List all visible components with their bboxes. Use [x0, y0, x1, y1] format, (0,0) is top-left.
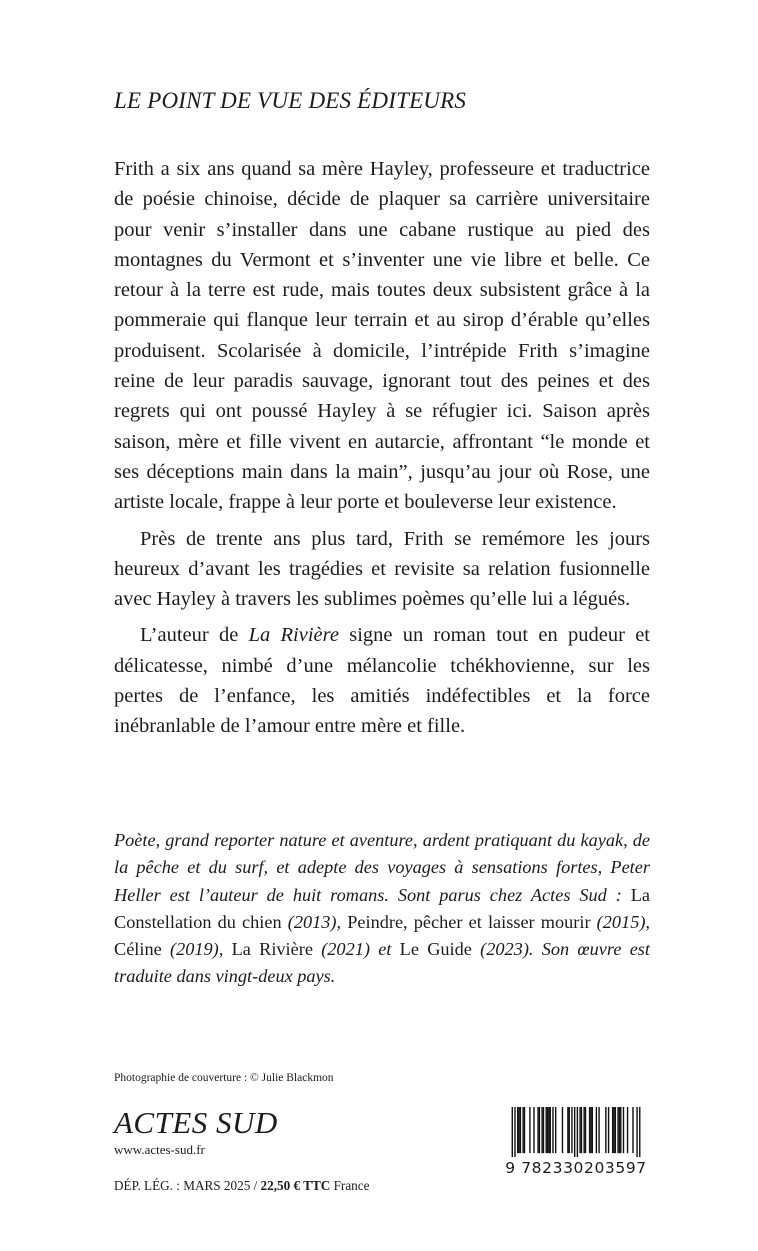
barcode-bar — [615, 1107, 616, 1153]
barcode-bar — [623, 1107, 624, 1153]
barcode-bar — [590, 1107, 591, 1153]
barcode-bar — [522, 1107, 523, 1153]
barcode-bar — [596, 1107, 597, 1153]
barcode-bar — [583, 1107, 584, 1153]
bio-year-4: (2021) et — [312, 939, 400, 960]
barcode-bar — [520, 1107, 521, 1153]
barcode-bars-icon — [509, 1107, 643, 1157]
barcode-bar — [548, 1107, 549, 1153]
barcode-bar — [639, 1107, 640, 1157]
barcode-bar — [550, 1107, 551, 1153]
barcode-bar — [512, 1107, 513, 1157]
legal-deposit: DÉP. LÉG. : MARS 2025 / — [114, 1178, 261, 1193]
publisher-block — [114, 1105, 444, 1194]
barcode-bar — [552, 1107, 553, 1153]
barcode-bar — [627, 1107, 628, 1153]
barcode-bar — [567, 1107, 568, 1153]
barcode-bar — [605, 1107, 606, 1153]
barcode-bar — [555, 1107, 556, 1153]
bio-year-3: (2019), — [161, 939, 232, 960]
barcode-bar — [529, 1107, 530, 1153]
summary-paragraph-3 — [114, 620, 650, 741]
barcode-bar — [571, 1107, 572, 1153]
barcode-bar — [579, 1107, 580, 1153]
barcode-bar — [543, 1107, 544, 1153]
isbn-digits-left: 782330 — [521, 1159, 584, 1177]
barcode-bar — [577, 1107, 578, 1157]
barcode-bar — [539, 1107, 540, 1153]
barcode-bar — [541, 1107, 542, 1153]
barcode-bar — [517, 1107, 518, 1153]
barcode-bar — [620, 1107, 621, 1153]
barcode-bar — [562, 1107, 563, 1153]
summary-paragraph-2: Près de trente ans plus tard, Frith se remémore les jours heureux d’avant les tragédies et revisite sa relation fusionnelle avec Hayley à travers les sublimes poèmes qu’elle lui a légués. — [114, 527, 650, 611]
bio-year-1: (2013), — [281, 911, 348, 932]
bio-book-3: Céline — [114, 939, 162, 960]
barcode-bar — [569, 1107, 570, 1153]
barcode-bar — [636, 1107, 637, 1157]
cover-photo-credit: Photographie de couverture : © Julie Blackmon — [114, 1072, 334, 1084]
book-summary — [114, 154, 650, 742]
bio-year-5: (2023). — [471, 939, 542, 960]
publisher-url: www.actes-sud.fr — [114, 1142, 205, 1157]
barcode-bar — [581, 1107, 582, 1153]
barcode-bar — [612, 1107, 613, 1153]
bio-book-1: La Constellation du chien — [114, 884, 650, 932]
barcode-bar — [547, 1107, 548, 1153]
isbn-digit-first: 9 — [505, 1159, 516, 1177]
bio-closing: Son œuvre est traduite dans vingt-deux pays. — [114, 939, 651, 987]
bio-intro: Poète, grand reporter nature et aventure, ardent pratiquant du kayak, de la pêche et du surf, et adepte des voyages à sensations fortes, Peter Heller est l’auteur de huit romans. Sont parus chez Actes Sud : — [114, 830, 650, 905]
barcode-bar — [537, 1107, 538, 1153]
barcode-bar — [589, 1107, 590, 1153]
barcode-bar — [524, 1107, 525, 1153]
barcode-bar — [592, 1107, 593, 1153]
summary-p3-start: L’auteur de — [140, 624, 249, 647]
isbn-digits-right: 203597 — [584, 1159, 647, 1177]
bio-year-2: (2015), — [590, 911, 650, 932]
isbn-digits — [505, 1159, 647, 1177]
legal-deposit-price — [114, 1178, 444, 1194]
isbn-barcode — [502, 1107, 650, 1177]
section-heading: LE POINT DE VUE DES ÉDITEURS — [114, 88, 467, 113]
barcode-bar — [608, 1107, 609, 1153]
barcode-bar — [533, 1107, 534, 1153]
price-country: France — [330, 1178, 370, 1193]
price: 22,50 € TTC — [260, 1178, 331, 1193]
barcode-bar — [545, 1107, 546, 1153]
publisher-logo: ACTES SUD — [114, 1105, 278, 1140]
barcode-bar — [613, 1107, 614, 1153]
summary-p3-book-title: La Rivière — [248, 624, 339, 647]
barcode-bar — [632, 1107, 633, 1153]
barcode-bar — [518, 1107, 519, 1153]
barcode-bar — [617, 1107, 618, 1153]
summary-p3-end: signe un roman tout en pudeur et délicatesse, nimbé d’une mélancolie tchékhovienne, sur les pertes de l’enfance, les amitiés indéfectibles et la force inébranlable de l’amour entre mère et fille. — [114, 624, 650, 738]
barcode-bar — [514, 1107, 515, 1157]
barcode-bar — [574, 1107, 575, 1157]
bio-book-4: La Rivière — [231, 939, 313, 960]
summary-paragraph-1: Frith a six ans quand sa mère Hayley, professeure et traductrice de poésie chinoise, décide de plaquer sa carrière universitaire pour venir s’installer dans une cabane rustique au pied des montagnes du Vermont et s’inventer une vie libre et belle. Ce retour à la terre est rude, mais toutes deux subsistent grâce à la pommeraie qui flanque leur terrain et au sirop d’érable qu’elles produisent. Scolarisée à domicile, l’intrépide Frith s’imagine reine de leur paradis sauvage, ignorant tout des peines et des regrets qui ont poussé Hayley à se réfugier ici. Saison après saison, mère et fille vivent en autarcie, affrontant “le monde et ses déceptions main dans la main”, jusqu’au jour où Rose, une artiste locale, frappe à leur porte et bouleverse leur existence. — [114, 158, 650, 514]
bio-book-5: Le Guide — [399, 939, 472, 960]
author-bio — [114, 827, 650, 991]
barcode-bar — [585, 1107, 586, 1153]
barcode-bar — [598, 1107, 599, 1153]
barcode-bar — [619, 1107, 620, 1153]
bio-book-2: Peindre, pêcher et laisser mourir — [347, 911, 591, 932]
